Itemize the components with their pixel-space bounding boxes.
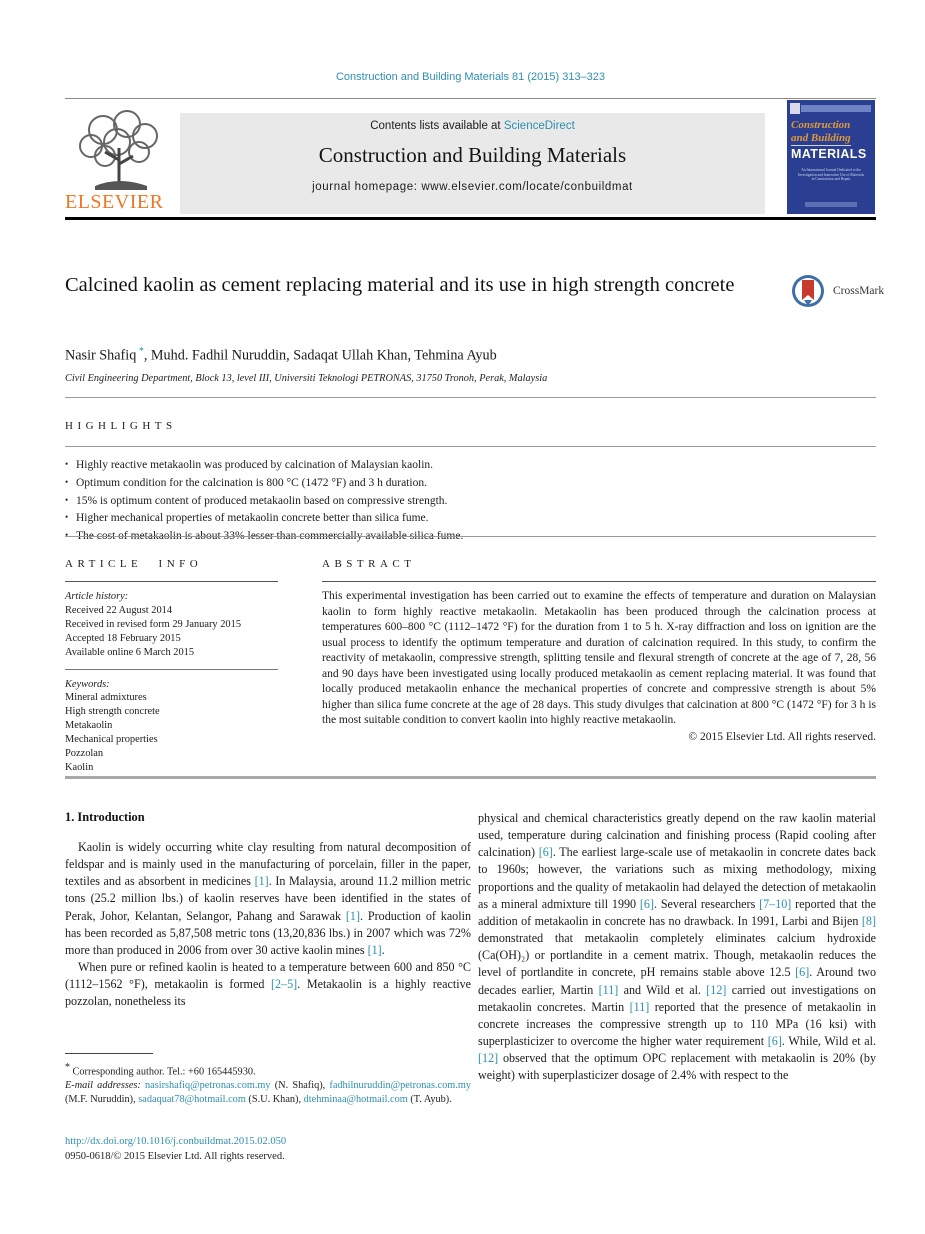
citation-link[interactable]: [11] [598, 982, 619, 997]
citation-link[interactable]: [1] [345, 908, 361, 923]
cover-top-bar [801, 105, 871, 112]
cover-title-line3: MATERIALS [791, 147, 867, 161]
journal-title: Construction and Building Materials [318, 143, 627, 167]
citation-link[interactable]: [1] [254, 874, 269, 889]
keyword-item: Kaolin [65, 761, 94, 773]
contents-prefix: Contents lists available at [370, 120, 504, 132]
highlight-item [65, 456, 876, 474]
journal-header-box [180, 113, 765, 214]
citation-link[interactable]: [12] [478, 1051, 499, 1066]
keyword-item: Metakaolin [65, 720, 113, 732]
inline-link[interactable]: dtehminaa@hotmail.com [303, 1093, 408, 1105]
section-heading-introduction: 1. Introduction [65, 810, 145, 824]
highlight-item [65, 492, 876, 510]
keyword-item: Mineral admixtures [65, 692, 147, 704]
highlights-mid-rule [65, 446, 876, 447]
journal-cover-thumbnail[interactable] [787, 100, 875, 214]
inline-link[interactable]: fadhilnuruddin@petronas.com.my [329, 1080, 471, 1092]
inline-link[interactable]: sadaquat78@hotmail.com [138, 1093, 246, 1105]
cover-publisher-icon [790, 103, 800, 114]
journal-reference: Construction and Building Materials 81 (2015) 313–323 [335, 71, 606, 83]
inline-link[interactable]: nasirshafiq@petronas.com.my [145, 1080, 271, 1092]
header-rule [65, 217, 876, 220]
citation-link[interactable]: [6] [795, 965, 810, 980]
history-item: Available online 6 March 2015 [65, 646, 195, 658]
issn-copyright-line: 0950-0618/© 2015 Elsevier Ltd. All rights reserved. [65, 1151, 285, 1162]
history-item: Accepted 18 February 2015 [65, 632, 181, 644]
citation-link[interactable]: [6] [538, 845, 553, 860]
abstract-bottom-rule [65, 776, 876, 779]
author-affiliation: Civil Engineering Department, Block 13, level III, Universiti Teknologi PETRONAS, 31750 Tronoh, Perak, Malaysia [65, 373, 548, 384]
cover-subtitle: An International Journal Dedicated to the Investigation and Innovative Use of Materials in Construction and Repair [798, 168, 864, 182]
citation-link[interactable]: [7–10] [759, 896, 792, 911]
copyright-line: © 2015 Elsevier Ltd. All rights reserved. [688, 730, 876, 743]
top-divider [65, 98, 876, 99]
crossmark-label: CrossMark [833, 285, 885, 297]
history-item: Received in revised form 29 January 2015 [65, 618, 242, 630]
highlight-item [65, 474, 876, 492]
bullet-icon: • [65, 512, 69, 523]
contents-line [180, 113, 765, 132]
footnote-block [65, 1061, 471, 1107]
email-addresses-note: E-mail addresses: nasirshafiq@petronas.com.my (N. Shafiq), fadhilnuruddin@petronas.com.my (M.F. Nuruddin), sadaquat78@hotmail.com (S.U. Khan), dtehminaa@hotmail.com (T. Ayub). [65, 1080, 471, 1105]
bullet-icon: • [65, 459, 69, 469]
citation-link[interactable]: [6] [767, 1034, 782, 1049]
body-paragraph: physical and chemical characteristics greatly depend on the raw kaolin material used, temperature during calcination and finishing process (Rapid cooling after calcination) [6]. The earliest large-scale use of metakaolin in concrete dates back to 1960s; however, the variations such as mixing methodology, mixing proportions and the quality of metakaolin had delayed the detection of metakaolin as a mineral admixture till 1990 [6]. Several researchers [7–10] reported that the addition of metakaolin in concrete has no drawback. In 1991, Larbi and Bijen [8] demonstrated that metakaolin completely eliminates calcium hydroxide (Ca(OH)₂) or portlandite in a cement matrix. Though, metakaolin reduces the level of portlandite in concrete, pH remains stable above 12.5 [6]. Around two decades earlier, Martin [11] and Wild et al. [12] carried out investigations on metakaolin concretes. Martin [11] reported that the presence of metakaolin in concrete increases the compressive strength up to 110 MPa (16 ksi) with superplasticizer to overcome the higher water requirement [6]. While, Wild et al. [12] observed that the optimum OPC replacement with metakaolin is 20% (by weight) with superplasticizer dosage of 2.4% with respect to the [478, 811, 876, 1083]
article-info-heading: ARTICLE INFO [65, 558, 203, 570]
bullet-icon: • [65, 494, 69, 505]
body-paragraph: Kaolin is widely occurring white clay resulting from natural decomposition of feldspar and is mainly used in the manufacturing of porcelain, filler in the paper, textiles and as absorbent in medicines [1]. In Malaysia, around 11.2 million metric tons (25.2 million lbs.) of kaolin reserves have been identified in the states of Perak, Johor, Kelantan, Selangor, Pahang and Sarawak [1]. Production of kaolin has been recorded as 5,87,508 metric tons (13,20,836 lbs.) in 2007 which was 72% more than produced in 2006 from over 30 active kaolin mines [1]. [65, 840, 471, 957]
highlight-text: The cost of metakaolin is about 33% lesser than commercially available silica fume. [76, 530, 464, 543]
cover-footer-bar [805, 202, 857, 207]
abstract-heading: ABSTRACT [322, 558, 416, 570]
footnote-rule [65, 1053, 153, 1054]
highlights-bottom-rule [65, 536, 876, 537]
keywords-rule [65, 669, 278, 670]
cover-title-line2: and Building [791, 132, 851, 144]
citation-link[interactable]: [8] [861, 913, 876, 928]
bullet-icon: • [65, 530, 69, 541]
citation-link[interactable]: [2–5] [270, 977, 298, 992]
author-list: Nasir Shafiq *, Muhd. Fadhil Nuruddin, Sadaqat Ullah Khan, Tehmina Ayub [65, 346, 497, 364]
citation-link[interactable]: [12] [706, 982, 727, 997]
article-info-rule [65, 581, 278, 582]
doi-link[interactable]: http://dx.doi.org/10.1016/j.conbuildmat.2015.02.050 [65, 1136, 287, 1147]
keyword-item: Mechanical properties [65, 734, 158, 746]
cover-title-line1: Construction [791, 119, 851, 131]
highlights-top-rule [65, 397, 876, 398]
crossmark-badge[interactable] [789, 272, 885, 312]
corresponding-author-note: * Corresponding author. Tel.: +60 165445930. [65, 1062, 256, 1078]
highlights-list [65, 456, 876, 545]
abstract-rule [322, 581, 876, 582]
citation-link[interactable]: [1] [367, 942, 382, 957]
body-column-right [478, 810, 876, 1085]
highlight-text: Highly reactive metakaolin was produced by calcination of Malaysian kaolin. [76, 459, 434, 471]
bullet-icon: • [65, 476, 69, 487]
keyword-item: Pozzolan [65, 748, 104, 760]
article-title: Calcined kaolin as cement replacing material and its use in high strength concrete [65, 274, 735, 296]
abstract-text: This experimental investigation has been carried out to examine the effects of temperature and duration on Malaysian kaolin to form highly reactive metakaolin. Metakaolin has been produced through the calcination process at temperatures 600–800 °C (1112–1472 °F) for the duration from 1 to 5 h. X-ray diffraction and loss on ignition are the usual process to identify the optimum temperature and duration of calcination required. In this study, to confirm the reactivity of metakaolin, compressive strength, splitting tensile and flexural strength of concrete at the age of 7, 28, 56 and 90 days have been investigated using locally produced metakaolin as cement replacing material. It was found that locally produced metakaolin enhance the mechanical properties of concrete and compressive strength is about 5% higher than silica fume concrete at the age of 28 days. This study divulges that calcination at 800 °C (1472 °F) for 3 h is the most suitable condition to convert kaolin into highly reactive metakaolin. [322, 590, 876, 726]
history-label: Article history: [65, 591, 129, 602]
citation-link[interactable]: [11] [629, 999, 650, 1014]
body-column-left [65, 839, 471, 1011]
article-info-block [65, 590, 278, 775]
highlight-text: Higher mechanical properties of metakaolin concrete better than silica fume. [76, 512, 429, 525]
elsevier-wordmark: ELSEVIER [65, 191, 164, 213]
highlights-heading: HIGHLIGHTS [65, 420, 177, 432]
keyword-item: High strength concrete [65, 706, 160, 718]
keywords-label: Keywords: [65, 678, 110, 690]
highlight-text: Optimum condition for the calcination is 800 °C (1472 °F) and 3 h duration. [76, 476, 427, 489]
sciencedirect-link[interactable]: ScienceDirect [503, 120, 575, 132]
inline-link[interactable]: * [136, 346, 144, 357]
elsevier-logo[interactable] [65, 106, 178, 214]
abstract-block [322, 589, 876, 745]
journal-homepage-link[interactable]: journal homepage: www.elsevier.com/locate/conbuildmat [312, 181, 633, 193]
history-item: Received 22 August 2014 [65, 604, 173, 616]
highlight-item [65, 509, 876, 527]
highlight-text: 15% is optimum content of produced metakaolin based on compressive strength. [76, 494, 448, 507]
body-paragraph: When pure or refined kaolin is heated to a temperature between 600 and 850 °C (1112–1562 °F), metakaolin is formed [2–5]. Metakaolin is a highly reactive pozzolan, nonetheless its [65, 960, 471, 1009]
citation-link[interactable]: [6] [639, 896, 654, 911]
